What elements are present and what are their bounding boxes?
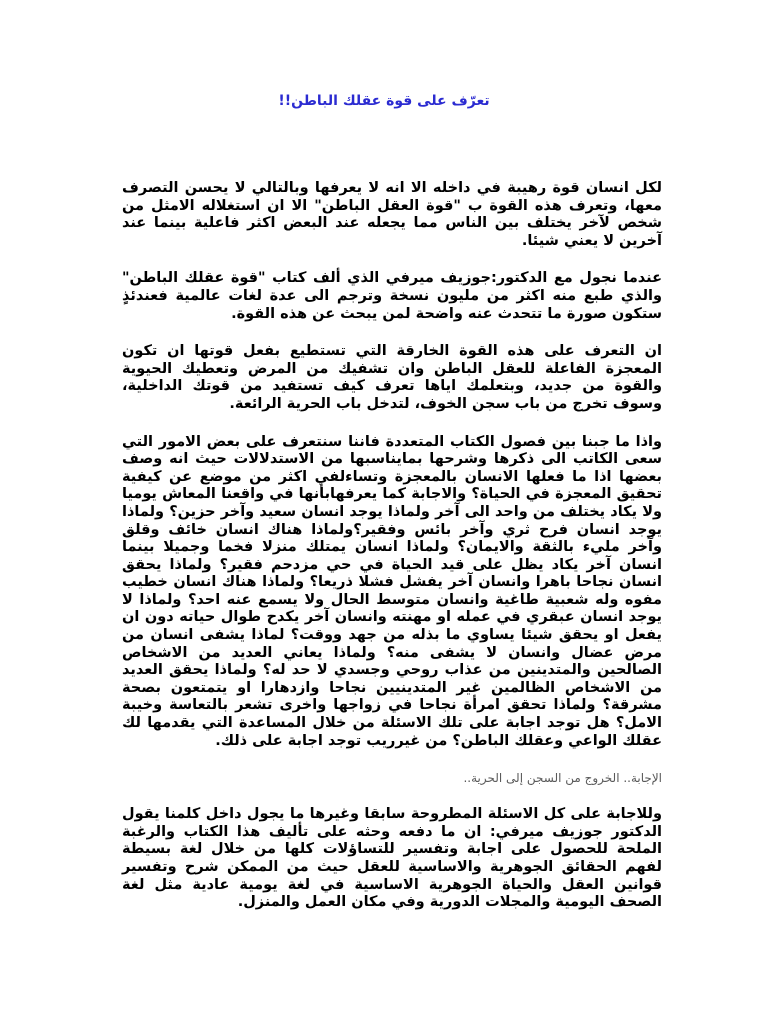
- document-title: تعرّف على قوة عقلك الباطن!!: [278, 93, 490, 109]
- paragraph-answer: وللاجابة على كل الاسئلة المطروحة سابقا وغيرها ما يجول داخل كلمنا يقول الدكتور جوزيف ميرفي: ان ما دفعه وحثه على تأليف هذا الكتاب والرغبة الملحة للحصول على اجابة وتفسير للتساؤلات كلها من خلال لغة بسيطة لفهم الحقائق الجوهرية والاساسية للعقل حيث من الممكن شرح وتفسير قوانين العقل والحياة الجوهرية الاساسية في لغة يومية عادية مثل لغة الصحف اليومية والمجلات الدورية وفي مكان العمل والمنزل.: [122, 806, 662, 911]
- section-subheading: الإجابة.. الخروج من السجن إلى الحرية..: [463, 771, 662, 786]
- paragraph-murphy: عندما نجول مع الدكتور:جوزيف ميرفي الذي ألف كتاب "قوة عقلك الباطن" والذي طبع منه اكثر من مليون نسخة وترجم الى عدة لغات عالمية فعندئذٍ ستكون صورة ما تتحدث عنه واضحة لمن يبحث عن هذه القوة.: [122, 270, 662, 322]
- paragraph-power: ان التعرف على هذه القوة الخارقة التي تستطيع بفعل قوتها ان تكون المعجزة الفاعلة للعقل الباطن وان تشفيك من المرض وتعطيك الحيوية والقوة من جديد، وبتعلمك اياها تعرف كيف تستفيد من قوتك الداخلية، وسوف تخرج من باب سجن الخوف، لتدخل باب الحرية الرائعة.: [122, 343, 662, 412]
- paragraph-intro: لكل انسان قوة رهيبة في داخله الا انه لا يعرفها وبالتالي لا يحسن التصرف معها، وتعرف هذه القوة ب "قوة العقل الباطن" الا ان استغلاله الامثل من شخص لآخر يختلف بين الناس مما يجعله عند البعض اكثر فاعلية بينما عند آخرين لا يعني شيئا.: [122, 180, 662, 249]
- paragraph-questions: واذا ما جبنا بين فصول الكتاب المتعددة فاننا سنتعرف على بعض الامور التي سعى الكاتب الى ذكرها وشرحها بمايناسبها من الاستدلالات حيث انه وصف بعضها اذا ما فعلها الانسان بالمعجزة وتساءلفي اكثر من موضع عن كيفية تحقيق المعجزة في الحياة؟ والاجابة كما يعرفهابأنها في واقعنا المعاش يوميا ولا يكاد يختلف من واحد الى آخر ولماذا يوجد انسان سعيد وآخر حزين؟ ولماذا يوجد انسان فرح ثري وآخر بائس وفقير؟ولماذا هناك انسان خائف وقلق وآخر مليء بالثقة والايمان؟ ولماذا انسان يمتلك منزلا فخما وجميلا بينما انسان آخر يكاد يظل على قيد الحياة في حي مزدحم فقير؟ ولماذا يحقق انسان نجاحا باهرا وانسان آخر يفشل فشلا ذريعا؟ ولماذا هناك انسان خطيب مفوه وله شعبية طاغية وانسان متوسط الحال ولا يسمع عنه احد؟ ولماذا لا يوجد انسان عبقري في عمله او مهنته وانسان آخر يكدح طوال حياته دون ان يفعل او يحقق شيئا يساوي ما بذله من جهد ووقت؟ لماذا يشفى انسان من مرض عضال وانسان لا يشفى منه؟ ولماذا يعاني العديد من الاشخاص الصالحين والمتدينين من عذاب روحي وجسدي لا حد له؟ ولماذا يحقق العديد من الاشخاص الظالمين غير المتدينيين نجاحا وازدهارا او يتمتعون بصحة مشرقة؟ ولماذا تحقق امرأة نجاحا في زواجها واخرى تشعر بالتعاسة وخيبة الامل؟ هل توجد اجابة على تلك الاسئلة من خلال المساعدة التي يقدمها لك عقلك الواعي وعقلك الباطن؟ من غيرريب توجد اجابة على ذلك.: [122, 433, 662, 749]
- document-body: [122, 180, 662, 932]
